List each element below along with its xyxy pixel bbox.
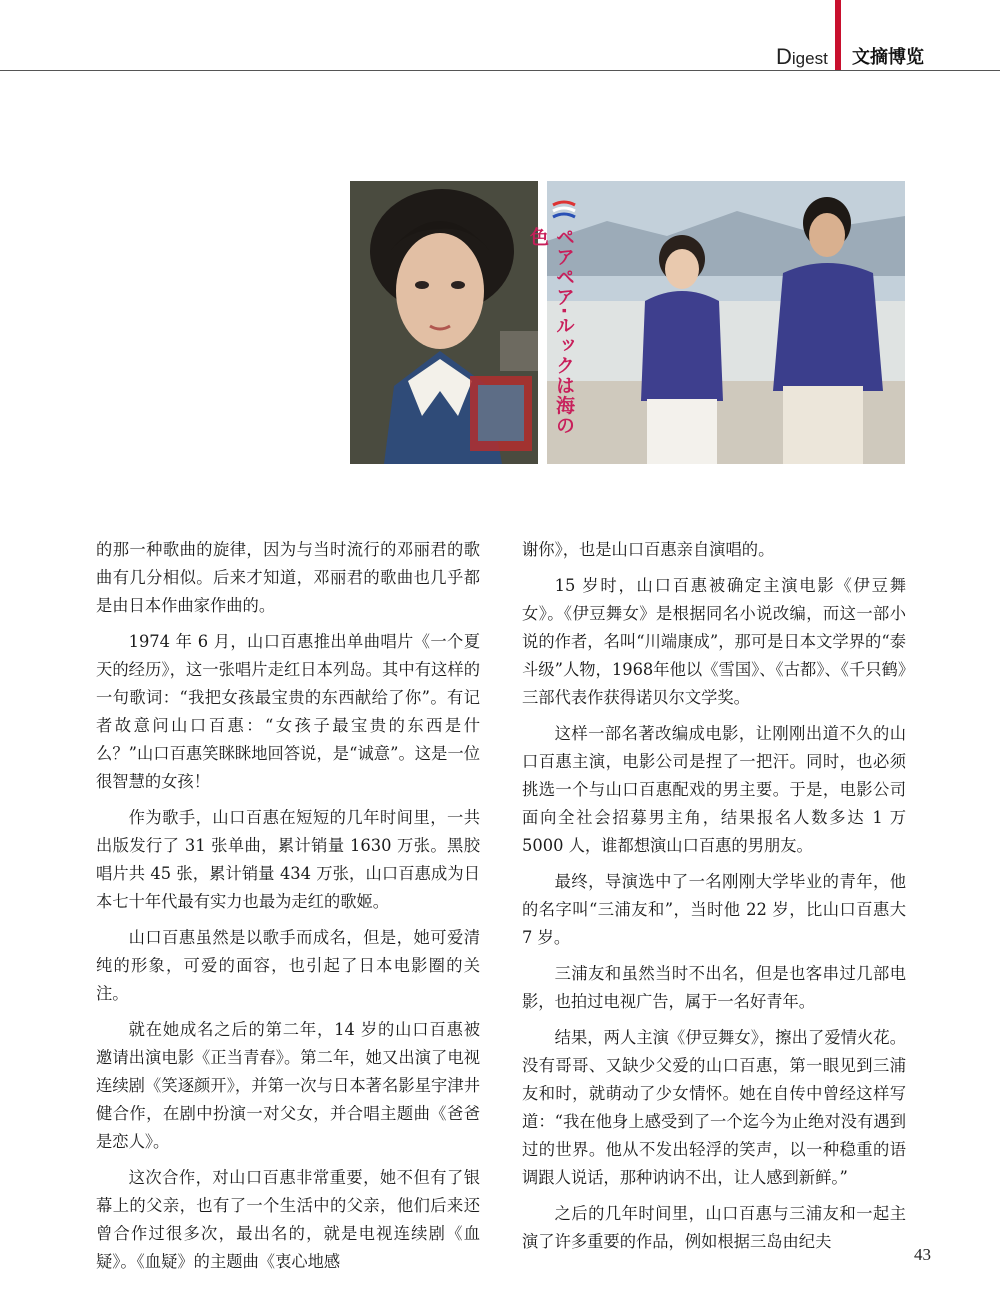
portrait-photo xyxy=(350,181,538,464)
ribbon-icon xyxy=(551,199,577,221)
photo-overlay-text: ペアペア·ルックは海の色 xyxy=(527,227,575,436)
right-text-column xyxy=(522,536,906,1264)
paragraph: 这次合作，对山口百惠非常重要，她不但有了银幕上的父亲，也有了一个生活中的父亲，他们后来还曾合作过很多次，最出名的，就是电视连续剧《血疑》。《血疑》的主题曲《衷心地感 xyxy=(96,1168,480,1271)
left-text-column xyxy=(96,536,480,1284)
page-number: 43 xyxy=(914,1245,931,1264)
header-section-title: 文摘博览 xyxy=(852,47,924,68)
paragraph: 谢你》，也是山口百惠亲自演唱的。 xyxy=(522,540,775,559)
paragraph: 结果，两人主演《伊豆舞女》，擦出了爱情火花。没有哥哥、又缺少父爱的山口百惠，第一眼见到三浦友和时，就萌动了少女情怀。她在自传中曾经这样写道：“我在他身上感受到了一个迄今为止绝对没有遇到过的世界。他从不发出轻浮的笑声，以一种稳重的语调跟人说话，那种讷讷不出，让人感到新鲜。” xyxy=(522,1028,906,1187)
paragraph: 15 岁时，山口百惠被确定主演电影《伊豆舞女》。《伊豆舞女》是根据同名小说改编，而这一部小说的作者，名叫“川端康成”，那可是日本文学界的“泰斗级”人物，1968年他以《雪国》、《古都》、《千只鹤》三部代表作获得诺贝尔文学奖。 xyxy=(522,576,906,707)
header-digest-label: Digest xyxy=(776,44,828,69)
header-accent-bar xyxy=(835,0,841,71)
paragraph: 最终，导演选中了一名刚刚大学毕业的青年，他的名字叫“三浦友和”，当时他 22 岁，比山口百惠大 7 岁。 xyxy=(522,872,906,947)
couple-photo xyxy=(527,181,905,464)
paragraph: 的那一种歌曲的旋律，因为与当时流行的邓丽君的歌曲有几分相似。后来才知道，邓丽君的歌曲也几乎都是由日本作曲家作曲的。 xyxy=(96,540,480,615)
paragraph: 1974 年 6 月，山口百惠推出单曲唱片《一个夏天的经历》，这一张唱片走红日本列岛。其中有这样的一句歌词：“我把女孩最宝贵的东西献给了你”。有记者故意问山口百惠：“女孩子最宝贵的东西是什么？”山口百惠笑眯眯地回答说，是“诚意”。这是一位很智慧的女孩！ xyxy=(96,632,480,791)
paragraph: 山口百惠虽然是以歌手而成名，但是，她可爱清纯的形象，可爱的面容，也引起了日本电影圈的关注。 xyxy=(96,928,480,1003)
paragraph: 之后的几年时间里，山口百惠与三浦友和一起主演了许多重要的作品，例如根据三岛由纪夫 xyxy=(522,1204,906,1251)
paragraph: 这样一部名著改编成电影，让刚刚出道不久的山口百惠主演，电影公司是捏了一把汗。同时，也必须挑选一个与山口百惠配戏的男主要。于是，电影公司面向全社会招募男主角，结果报名人数多达 1 万 5000 人，谁都想演山口百惠的男朋友。 xyxy=(522,724,906,855)
couple-photo-illustration xyxy=(527,181,905,464)
paragraph: 三浦友和虽然当时不出名，但是也客串过几部电影，也拍过电视广告，属于一名好青年。 xyxy=(522,964,906,1011)
paragraph: 作为歌手，山口百惠在短短的几年时间里，一共出版发行了 31 张单曲，累计销量 1630 万张。黑胶唱片共 45 张，累计销量 434 万张，山口百惠成为日本七十年代最有实力也最为走红的歌姬。 xyxy=(96,808,480,911)
header-rule xyxy=(0,70,1000,71)
paragraph: 就在她成名之后的第二年，14 岁的山口百惠被邀请出演电影《正当青春》。第二年，她又出演了电视连续剧《笑逐颜开》，并第一次与日本著名影星宇津井健合作，在剧中扮演一对父女，并合唱主题曲《爸爸是恋人》。 xyxy=(96,1020,480,1151)
portrait-photo-illustration xyxy=(350,181,538,464)
